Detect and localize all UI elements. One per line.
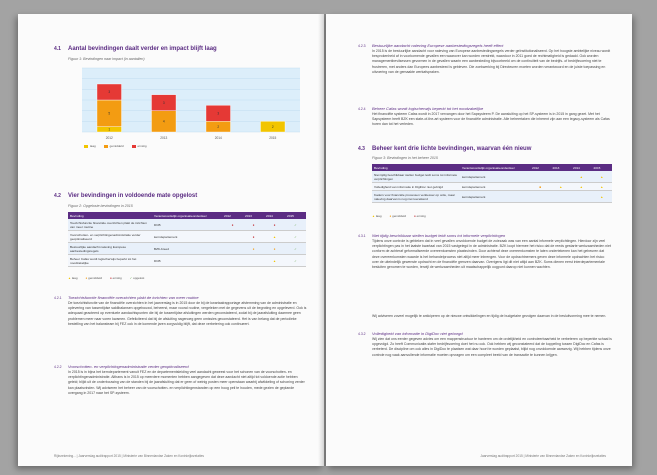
paragraph-4-2-4: Het financiële systeem Cafas wordt in 2017 vervangen door het Sapsysteem P. De aansluiting op het SP-systeem is in 2015 in gang gezet. Met het Sapsysteem heeft BZK een state-of-the-art systeem voor de financiële administratie. Alle beheertaken die inherent zijn aan een legacy-systeem als Cafas horen dan tot het verleden. [372, 112, 610, 127]
right-footer: Jaarverslag auditrapport 2015 | Ministerie van Binnenlandse Zaken en Koninkrijksrelaties [480, 454, 606, 458]
figure-3-caption: Figuur 3: Bevindingen in het beheer 2015 [372, 156, 438, 160]
header-bevinding: Bevinding [68, 212, 152, 219]
header-organisatie: Verantwoordelijk organisatieonderdeel [152, 212, 222, 219]
data-label: 1 [108, 127, 111, 132]
data-label: 3 [162, 100, 165, 105]
data-label: 3 [108, 90, 111, 95]
legend-item-ernstig: ernstig [132, 144, 147, 148]
table-row: Volledigheid van informatie in DigiDoc niet gebrigd kerndepartement ■ ▲ ▲ ▲ [372, 183, 612, 191]
figure-2-caption: Figuur 2: Opgeloste bevindingen in 2015 [68, 204, 133, 208]
table-row: Niet tijdig beschikbaar stellen budget leidt soms tot informele verplichtingen kerndepartement ▲ ▲ [372, 171, 612, 183]
subsection-number-4-2-1: 4.2.1 [54, 296, 62, 300]
subsection-number-4-2-2: 4.2.2 [54, 365, 62, 369]
paragraph-4-2-2: In 2015 is in bijna het kerndepartement vanuit FEZ en de departementsleiding veel aandacht geweest voor het schonen van de voorschotten- en verplichtingenadministratie. Althans is in 2015 op meerdere momenten hebben aangegeven dat deze aandacht niet altijd tot voldoende actie hebben geleid; blijkt uit de onderbouwing van de standen bij de jaarafsluiting dat er geen of weinig posten meer openstaan waarbij afwikkeling of schoning verder kan plaatsvinden. Wij adviseren het beheer van de voorschotten- en verplichtingenstanden op een hoog peil te houden, mede gezien de geplande overgang in 2017 naar het SP-systeem. [68, 370, 305, 395]
figure-1-caption: Figuur 1: Bevindingen naar impact (in aantallen) [68, 57, 145, 61]
paragraph-4-2-1: De toezichtsfunctie van de financiële overzichten in het jaarverslag is in 2015 door de bij de kwartaalrapportage afstemming van de administratie en oplevering van tussentijdse saldibalansen opgebouwd, beheerst, maar vooral routine, vergeleken met de gegevens uit de begroting en opgeleverd. Ook is adequaat geacteerd op eventuele aandachtspunten die bij de tussentijdse afsluitingen werden geconstateerd, zodat bij de jaarafsluiting daarmee geen problemen meer naar voren kwamen. Gefeliciteerd dat bij de afsluiting nagenoeg geen omissies geconstateerd. Het is van belang dat de periodieke bestelling van het balansteam bij FEZ ook in de komende jaren zorgvuldig blijft, dat deze verbetering ook continueert. [68, 301, 307, 326]
header-2015: 2015 [285, 212, 306, 219]
header-2014: 2014 [264, 212, 285, 219]
section-number-4-3: 4.3 [358, 146, 365, 152]
legend-item-laag: laag [84, 144, 96, 148]
data-label: 5 [108, 111, 111, 116]
legend-item-gemiddeld: gemiddeld [104, 144, 124, 148]
management-findings-table [372, 164, 612, 203]
subsection-title-4-3-1: Niet tijdig beschikbaar stellen budget leidt soms tot informele verplichtingen [372, 233, 506, 238]
section-number-4-1: 4.1 [54, 46, 61, 52]
subsection-number-4-3-1: 4.3.1 [358, 234, 366, 238]
left-footer: Rijksrekening... | Jaarverslag auditrapport 2015 | Ministerie van Binnenlandse Zaken en Koninkrijksrelaties [54, 454, 204, 458]
paragraph-4-2-3: In 2015 is de bestuurlijke aandacht voor naleving van Europese aanbestedingsregels verder geïnstitutionaliseerd. Op het hoogste ambtelijke niveau wordt besprokenheid af in voorkomende gevallen een waarover kan worden verstrekt, waardoor in 2011 goed de rechtmatigheid is gedaald. Ook worden managementbevilsessen gevormen in de gevallen waarin een aanbesteding bijvoorbeeld om de continuïteit van de bedrijfs- of bedrijfsvoering niet te frustreren, met anders dan Europees aanbesteed is gebleven. Die zoekwerking bij Directeuren moeten worden verantwoord en de juiste toepassing en uitvoering van de gemaakte werkafspraken. [372, 49, 611, 74]
section-title-4-1: Aantal bevindingen daalt verder en impact blijft laag [68, 45, 217, 52]
paragraph-4-3-1: Tijdens onze controle is gebleken dat in veel gevallen onvoldoende budget de zoiezaak was van een aantal informele verplichtingen. Hierdoor zijn veel verplichtingen pas in het laatste kwartaal van 2015 vastgelegd in de administratie. BZK loopt hiermee het risico dat de reeds gestarte werkzaamheden niet conform de achteraf geformaliseerde overeenkomsten plaatsvinden. Door achteraf deze overeenkomsten te laten ondertekenen kan het gebeuren dat deze overeenkomsten waarde is het behandelprocess niet altijd meer inbrengen. Voor de opdrachtnemers geven deze informele opdrachten het risico over de uiteindelijk gewenste opdracht en de financiële grenzen daarvan. Overigens ligt dit niet altijd aan BZK. Soms dienen eerst interdepartementale besluiten genomen te worden, terwijl de werkzaamheden uit maatschappelijk oogpunt daarop niet kunnen wachten. [372, 239, 611, 270]
table-row: Toezichtsfunctie financiële overzichten plakt de inrichten van meer routine DCB ● ● ● ✓ [68, 219, 306, 231]
data-label: 3 [217, 111, 220, 116]
subsection-number-4-2-4: 4.2.4 [358, 107, 366, 111]
subsection-title-4-2-4: Beheer Cafas wordt logischerwijs beperkt tot het noodzakelijke [372, 106, 484, 111]
subsection-number-4-2-3: 4.2.3 [358, 44, 366, 48]
x-tick-label: 2012 [105, 136, 113, 140]
table-header-row [68, 212, 306, 219]
paragraph-4-3-2: Wij zien dat ons eerder gegeven advies om een mappenstructuur te hanteren om de ordelijkheid en controleerbaarheid te verbeteren op beperkte schaal is opgevolgd. Zo heeft Communicatie-stafer bedrijfsvoering doet het nu ook. Ook hebben wij geconstateerd dat de koppeling tussen DigiDoc en Cafas is verbeterd. De discipline om ook alles in DigiDoc te plaatsen wat daar hoort te worden geplaatst, blijkt nog onvoldoende aanwezig. Wij hebben tijdens onze controle nog vaak aanvullende informatie moeten opvragen om een compleet beeld van de transactie te kunnen krijgen. [372, 337, 612, 357]
x-tick-label: 2015 [269, 136, 277, 140]
subsection-title-4-2-1: Toezichtsfunctie financiële overzichten plakt de inrichten van meer routine [68, 295, 199, 300]
data-label: 4 [162, 119, 165, 124]
right-page [326, 14, 632, 466]
subsection-title-4-2-3: Bestuurlijke aandacht naleving Europese aanbestedingsregels heeft effect [372, 43, 504, 48]
header-2012: 2012 [222, 212, 243, 219]
resolved-findings-table [68, 212, 306, 267]
table-row: Bestuurlijke aandacht naleving Europese aanbestedingsregels BZK-breed ● ● ✓ [68, 243, 306, 255]
table-row: Voorschotten- en verplichtingenadministratie verder geoptimaliseerd kerndepartement ● ▲ ✓ [68, 231, 306, 243]
table-row: Beheer Cafas wordt logischerwijs beperkt tot het noodzakelijke DCB ▲ ✓ [68, 255, 306, 267]
x-tick-label: 2013 [160, 136, 168, 140]
table-legend-right: ▲ laag ● gemiddeld ● ernstig [372, 214, 426, 218]
data-label: 2 [271, 124, 274, 129]
chart-legend [84, 144, 147, 148]
table-legend: ▲ laag ● gemiddeld ● ernstig ✓ opgelost [68, 276, 145, 280]
section-number-4-2: 4.2 [54, 193, 61, 199]
subsection-title-4-2-2: Voorschotten- en verplichtingenadministratie verder geoptimaliseerd [68, 364, 189, 369]
left-page [18, 14, 324, 466]
paragraph-4-3-1-advice: Wij adviseren zoveel mogelijk te anticiperen op de nieuwe ontwikkelingen en tijdig de budgetaire gevolgen daarvan in de besluitvorming mee te nemen. [372, 314, 607, 318]
x-tick-label: 2014 [214, 136, 222, 140]
header-2013: 2013 [243, 212, 264, 219]
table-row: Kaders voor financiële processen verkiesser op orde, maar naleving daarvan is nog niet toereikend kerndepartement ▲ [372, 191, 612, 203]
data-label: 2 [217, 124, 220, 129]
subsection-title-4-3-2: Volledigheid van informatie in DigiDoc niet geborgd [372, 331, 463, 336]
table-header-row: Bevinding Verantwoordelijk organisatieonderdeel 2012 2013 2014 2015 [372, 164, 612, 171]
section-title-4-2: Vier bevindingen in voldoende mate opgelost [68, 192, 198, 199]
subsection-number-4-3-2: 4.3.2 [358, 332, 366, 336]
bar-chart [68, 64, 304, 142]
section-title-4-3: Beheer kent drie lichte bevindingen, waarvan één nieuw [372, 145, 532, 152]
